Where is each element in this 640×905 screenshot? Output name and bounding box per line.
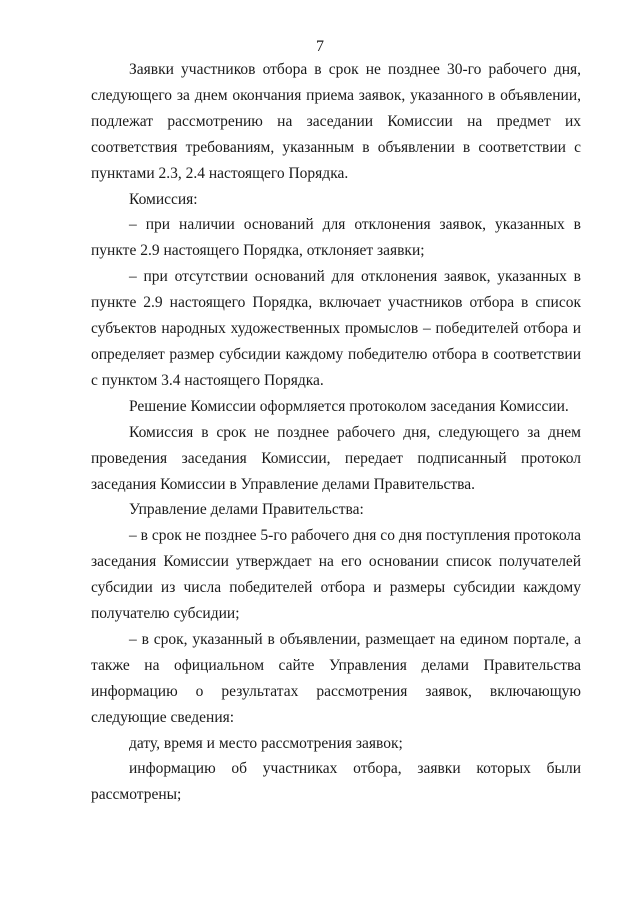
paragraph-administration-heading: Управление делами Правительства: (129, 501, 364, 519)
paragraph-participants-info: информацию об участниках отбора, заявки которых были рассмотрены; (91, 760, 581, 804)
paragraph-publish-results: – в срок, указанный в объявлении, размещает на едином портале, а также на официальном сайте Управления делами Правительства информацию о результатах рассмотрения заявок, включающую следующие сведения: (91, 630, 581, 726)
paragraph-reject-applications: – при наличии оснований для отклонения заявок, указанных в пункте 2.9 настоящего Порядка, отклоняет заявки; (91, 216, 581, 260)
paragraph-include-winners: – при отсутствии оснований для отклонения заявок, указанных в пункте 2.9 настоящего Порядка, включает участников отбора в список субъектов народных художественных промыслов – победителей отбора и определяет размер субсидии каждому победителю отбора в соответствии с пунктом 3.4 настоящего Порядка. (91, 268, 581, 389)
paragraph-commission-heading: Комиссия: (129, 190, 198, 208)
paragraph-protocol-transfer: Комиссия в срок не позднее рабочего дня, следующего за днем проведения заседания Комиссии, передает подписанный протокол заседания Комиссии в Управление делами Правительства. (91, 423, 581, 493)
paragraph-review-date: дату, время и место рассмотрения заявок; (129, 734, 403, 752)
paragraph-approve-recipients: – в срок не позднее 5-го рабочего дня со дня поступления протокола заседания Комиссии утверждает на его основании список получателей субсидии из числа победителей отбора и размеры субсидии каждому получателю субсидии; (91, 527, 581, 623)
document-body (91, 57, 581, 808)
page-number: 7 (316, 38, 324, 55)
paragraph-protocol-decision: Решение Комиссии оформляется протоколом заседания Комиссии. (129, 397, 569, 415)
paragraph-applications-review: Заявки участников отбора в срок не позднее 30-го рабочего дня, следующего за днем окончания приема заявок, указанного в объявлении, подлежат рассмотрению на заседании Комиссии на предмет их соответствия требованиям, указанным в объявлении в соответствии с пунктами 2.3, 2.4 настоящего Порядка. (91, 61, 581, 182)
